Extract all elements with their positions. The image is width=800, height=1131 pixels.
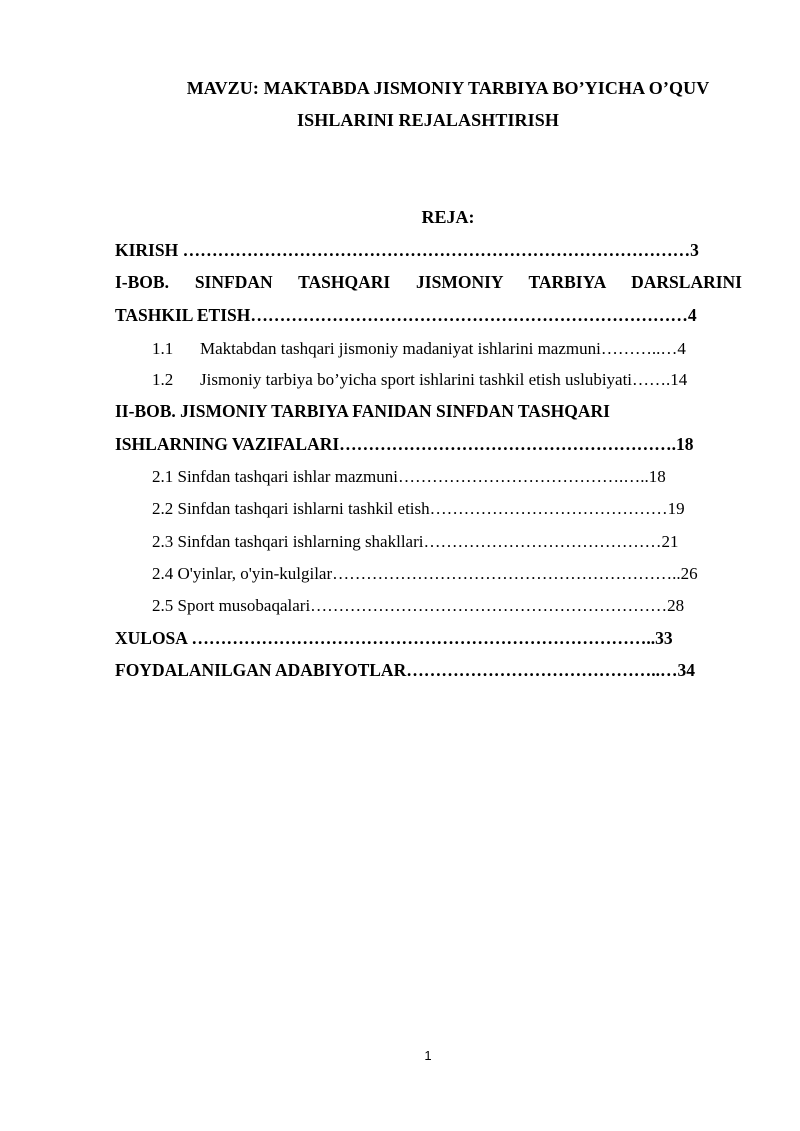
toc-entry-section-1-2 bbox=[152, 370, 742, 390]
toc-entry-chapter-1-line-2: TASHKIL ETISH…………………………………………………………………4 bbox=[115, 305, 697, 325]
toc-entry-references: FOYDALANILGAN ADABIYOTLAR……………………………………..…34 bbox=[115, 660, 695, 680]
toc-entry-section-2-4: 2.4 O'yinlar, o'yin-kulgilar……………………………………………………..26 bbox=[152, 564, 698, 583]
toc-entry-kirish: KIRISH ……………………………………………………………………………3 bbox=[115, 240, 699, 260]
section-number: 1.1 bbox=[152, 339, 174, 358]
toc-entry-section-2-3: 2.3 Sinfdan tashqari ishlarning shakllari……………………………………21 bbox=[152, 532, 679, 551]
toc-entry-section-1-1 bbox=[152, 339, 742, 359]
toc-entry-chapter-1-line-1: I-BOB. SINFDAN TASHQARI JISMONIY TARBIYA DARSLARINI bbox=[115, 272, 742, 292]
plan-heading: REJA: bbox=[421, 207, 475, 227]
section-number: 1.2 bbox=[152, 370, 174, 389]
section-title: Jismoniy tarbiya bo’yicha sport ishlarini tashkil etish uslubiyati…….14 bbox=[200, 370, 688, 389]
toc-entry-section-2-5: 2.5 Sport musobaqalari………………………………………………………28 bbox=[152, 596, 685, 615]
page-number: 1 bbox=[424, 1048, 432, 1063]
toc-entry-xulosa: XULOSA ……………………………………………………………………..33 bbox=[115, 628, 673, 648]
toc-entry-chapter-2-line-2: ISHLARNING VAZIFALARI………………………………………………….18 bbox=[115, 434, 694, 454]
toc-entry-section-2-1: 2.1 Sinfdan tashqari ishlar mazmuni………………………………….…..18 bbox=[152, 467, 666, 486]
toc-entry-chapter-2-line-1: II-BOB. JISMONIY TARBIYA FANIDAN SINFDAN TASHQARI bbox=[115, 401, 610, 421]
section-title: Maktabdan tashqari jismoniy madaniyat ishlarini mazmuni………..…4 bbox=[200, 339, 686, 358]
toc-entry-section-2-2: 2.2 Sinfdan tashqari ishlarni tashkil etish……………………………………19 bbox=[152, 499, 685, 518]
document-title-line-2: ISHLARINI REJALASHTIRISH bbox=[297, 110, 559, 130]
document-title-line-1: MAVZU: MAKTABDA JISMONIY TARBIYA BO’YICHA O’QUV bbox=[186, 78, 710, 98]
